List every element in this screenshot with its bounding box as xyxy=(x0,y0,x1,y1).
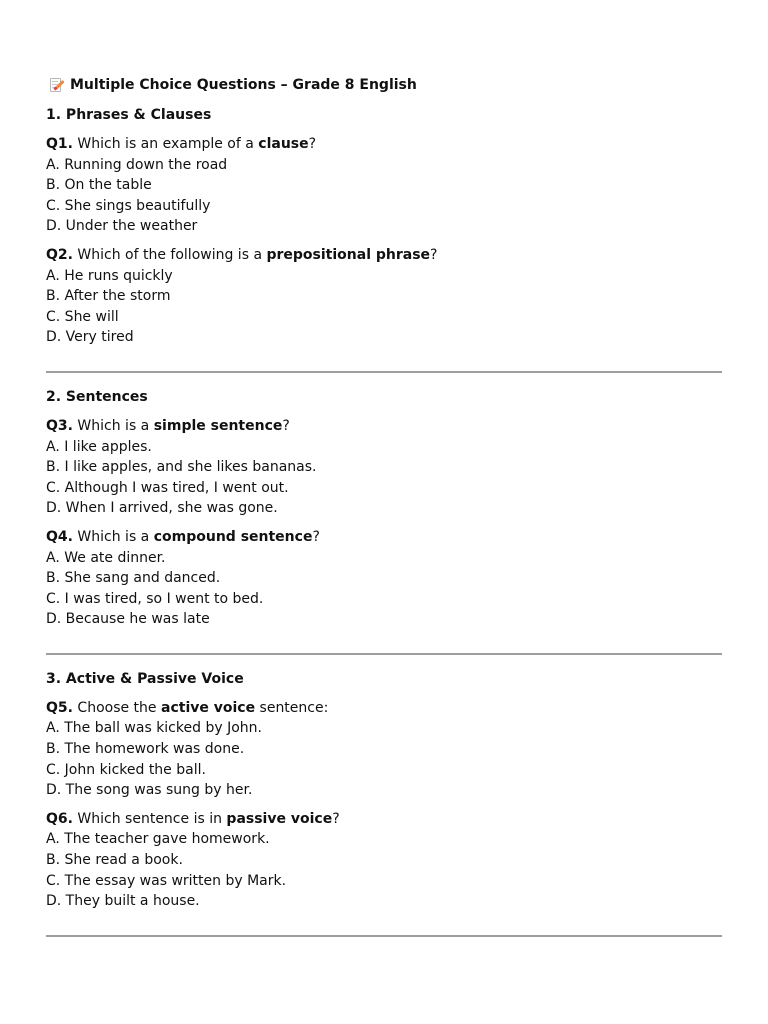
section-divider xyxy=(46,371,722,373)
question-suffix: ? xyxy=(430,246,438,263)
option-d: D. Very tired xyxy=(46,329,134,346)
document-page xyxy=(46,74,722,937)
question-prefix: Which sentence is in xyxy=(77,810,222,827)
question-q6 xyxy=(46,809,722,912)
question-suffix: ? xyxy=(282,417,290,434)
option-d: D. Because he was late xyxy=(46,611,210,628)
option-b: B. She read a book. xyxy=(46,852,183,869)
option-b: B. She sang and danced. xyxy=(46,570,221,587)
question-keyword: clause xyxy=(258,136,309,152)
memo-icon xyxy=(50,77,64,93)
option-c: C. Although I was tired, I went out. xyxy=(46,479,289,496)
question-suffix: ? xyxy=(308,136,317,152)
option-a: A. We ate dinner. xyxy=(46,549,166,566)
option-c: C. She will xyxy=(46,308,119,325)
question-text xyxy=(46,245,722,266)
section-phrases-clauses xyxy=(46,104,722,348)
option-a: A. I like apples. xyxy=(46,438,152,455)
option-d: D. When I arrived, she was gone. xyxy=(46,500,278,517)
question-prefix: Choose the xyxy=(77,699,157,716)
option-b: B. I like apples, and she likes bananas. xyxy=(46,459,317,476)
section-heading: 1. Phrases & Clauses xyxy=(46,107,212,123)
question-prefix: Which is a xyxy=(77,528,150,545)
option-b: B. The homework was done. xyxy=(46,741,245,758)
question-q4 xyxy=(46,527,722,630)
question-q1 xyxy=(46,134,722,237)
question-suffix: ? xyxy=(312,528,320,545)
option-a: A. He runs quickly xyxy=(46,267,173,284)
question-keyword: prepositional phrase xyxy=(266,246,431,263)
question-text xyxy=(46,134,722,155)
document-title xyxy=(50,74,722,96)
option-c: C. She sings beautifully xyxy=(46,197,211,214)
question-text xyxy=(46,809,722,830)
option-b: B. After the storm xyxy=(46,288,171,305)
question-number: Q2. xyxy=(46,246,73,263)
option-a: A. The teacher gave homework. xyxy=(46,831,270,848)
document-title-text: Multiple Choice Questions – Grade 8 English xyxy=(70,77,417,93)
question-keyword: simple sentence xyxy=(153,417,283,434)
question-keyword: passive voice xyxy=(226,810,333,827)
option-d: D. They built a house. xyxy=(46,893,200,910)
option-d: D. The song was sung by her. xyxy=(46,782,253,799)
section-heading: 2. Sentences xyxy=(46,388,148,405)
option-a: A. Running down the road xyxy=(46,156,228,173)
question-keyword: active voice xyxy=(161,699,256,716)
question-number: Q1. xyxy=(46,136,73,152)
question-suffix: ? xyxy=(332,810,340,827)
option-d: D. Under the weather xyxy=(46,218,198,235)
section-divider xyxy=(46,653,722,655)
option-c: C. I was tired, so I went to bed. xyxy=(46,590,264,607)
question-number: Q4. xyxy=(46,528,73,545)
question-q3 xyxy=(46,416,722,519)
question-prefix: Which of the following is a xyxy=(77,246,263,263)
question-text xyxy=(46,698,722,719)
question-text xyxy=(46,527,722,548)
section-heading: 3. Active & Passive Voice xyxy=(46,670,244,687)
question-q5 xyxy=(46,698,722,801)
option-b: B. On the table xyxy=(46,177,152,194)
question-keyword: compound sentence xyxy=(153,528,313,545)
option-c: C. The essay was written by Mark. xyxy=(46,872,287,889)
section-sentences xyxy=(46,386,722,630)
option-a: A. The ball was kicked by John. xyxy=(46,720,262,737)
question-number: Q5. xyxy=(46,699,73,716)
question-number: Q3. xyxy=(46,417,73,434)
section-divider xyxy=(46,935,722,937)
question-text xyxy=(46,416,722,437)
question-prefix: Which is an example of a xyxy=(77,136,254,152)
section-active-passive-voice xyxy=(46,668,722,912)
question-number: Q6. xyxy=(46,810,73,827)
question-prefix: Which is a xyxy=(77,417,150,434)
question-suffix: sentence: xyxy=(259,699,329,716)
option-c: C. John kicked the ball. xyxy=(46,761,206,778)
question-q2 xyxy=(46,245,722,348)
